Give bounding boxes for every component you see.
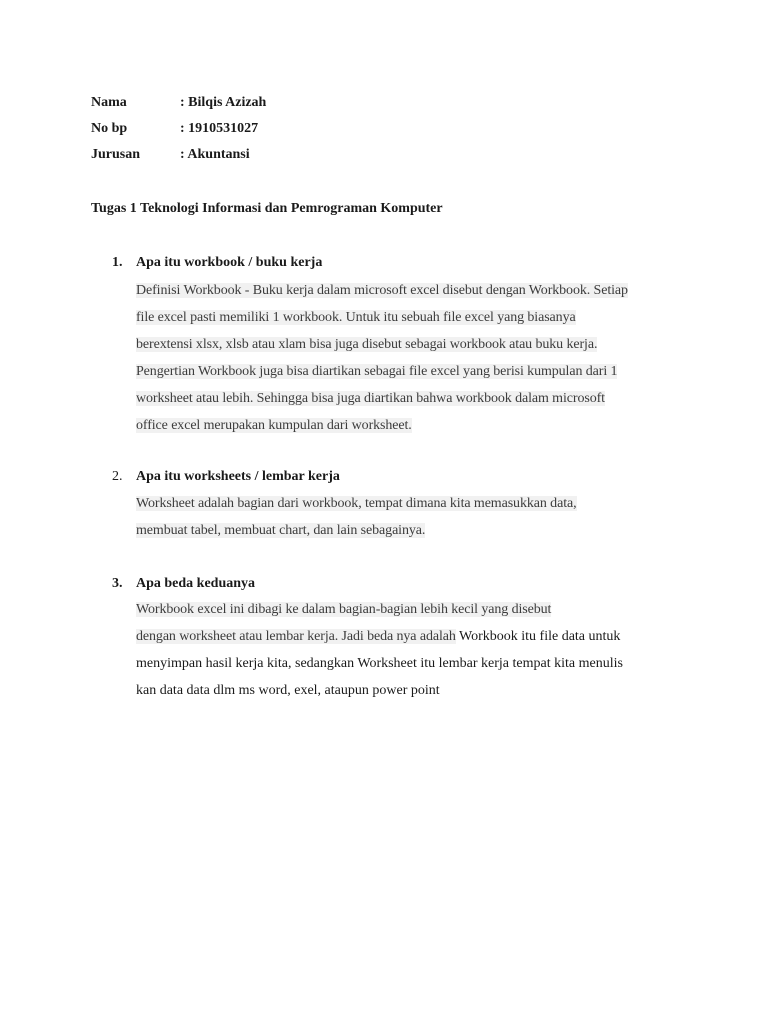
question-number: 2. xyxy=(112,469,123,484)
answer-line: Worksheet adalah bagian dari workbook, tempat dimana kita memasukkan data, xyxy=(136,496,577,511)
task-title: Tugas 1 Teknologi Informasi dan Pemrograman Komputer xyxy=(91,201,443,216)
answer-line: worksheet atau lebih. Sehingga bisa juga diartikan bahwa workbook dalam microsoft xyxy=(136,391,605,406)
answer-line: file excel pasti memiliki 1 workbook. Untuk itu sebuah file excel yang biasanya xyxy=(136,310,576,325)
identity-label: No bp xyxy=(91,121,128,136)
answer-line: menyimpan hasil kerja kita, sedangkan Worksheet itu lembar kerja tempat kita menulis xyxy=(136,656,623,671)
identity-value: : 1910531027 xyxy=(180,121,259,136)
answer-line: Workbook excel ini dibagi ke dalam bagian-bagian lebih kecil yang disebut xyxy=(136,602,552,617)
answer-line: berextensi xlsx, xlsb atau xlam bisa juga disebut sebagai workbook atau buku kerja. xyxy=(136,337,598,352)
identity-row-nama xyxy=(91,95,266,111)
identity-value: : Bilqis Azizah xyxy=(180,95,267,110)
answer-block-1 xyxy=(136,277,696,439)
answer-line: office excel merupakan kumpulan dari worksheet. xyxy=(136,418,412,433)
answer-block-2 xyxy=(136,490,696,544)
identity-label: Nama xyxy=(91,95,127,110)
answer-line: Definisi Workbook - Buku kerja dalam microsoft excel disebut dengan Workbook. Setiap xyxy=(136,283,628,298)
question-number: 1. xyxy=(112,255,123,270)
identity-row-jurusan xyxy=(91,147,250,163)
answer-line: dengan worksheet atau lembar kerja. Jadi beda nya adalah xyxy=(136,629,456,644)
question-title: Apa itu worksheets / lembar kerja xyxy=(136,469,340,484)
answer-line: membuat tabel, membuat chart, dan lain sebagainya. xyxy=(136,523,426,538)
identity-row-no-bp xyxy=(91,121,258,137)
identity-label: Jurusan xyxy=(91,147,141,162)
question-number: 3. xyxy=(112,576,123,591)
answer-block-3 xyxy=(136,596,696,704)
answer-line: kan data data dlm ms word, exel, ataupun power point xyxy=(136,683,440,698)
question-title: Apa beda keduanya xyxy=(136,576,256,591)
identity-value: : Akuntansi xyxy=(180,147,250,162)
answer-line: Workbook itu file data untuk xyxy=(459,629,621,644)
question-title: Apa itu workbook / buku kerja xyxy=(136,255,323,270)
answer-line: Pengertian Workbook juga bisa diartikan sebagai file excel yang berisi kumpulan dari 1 xyxy=(136,364,618,379)
